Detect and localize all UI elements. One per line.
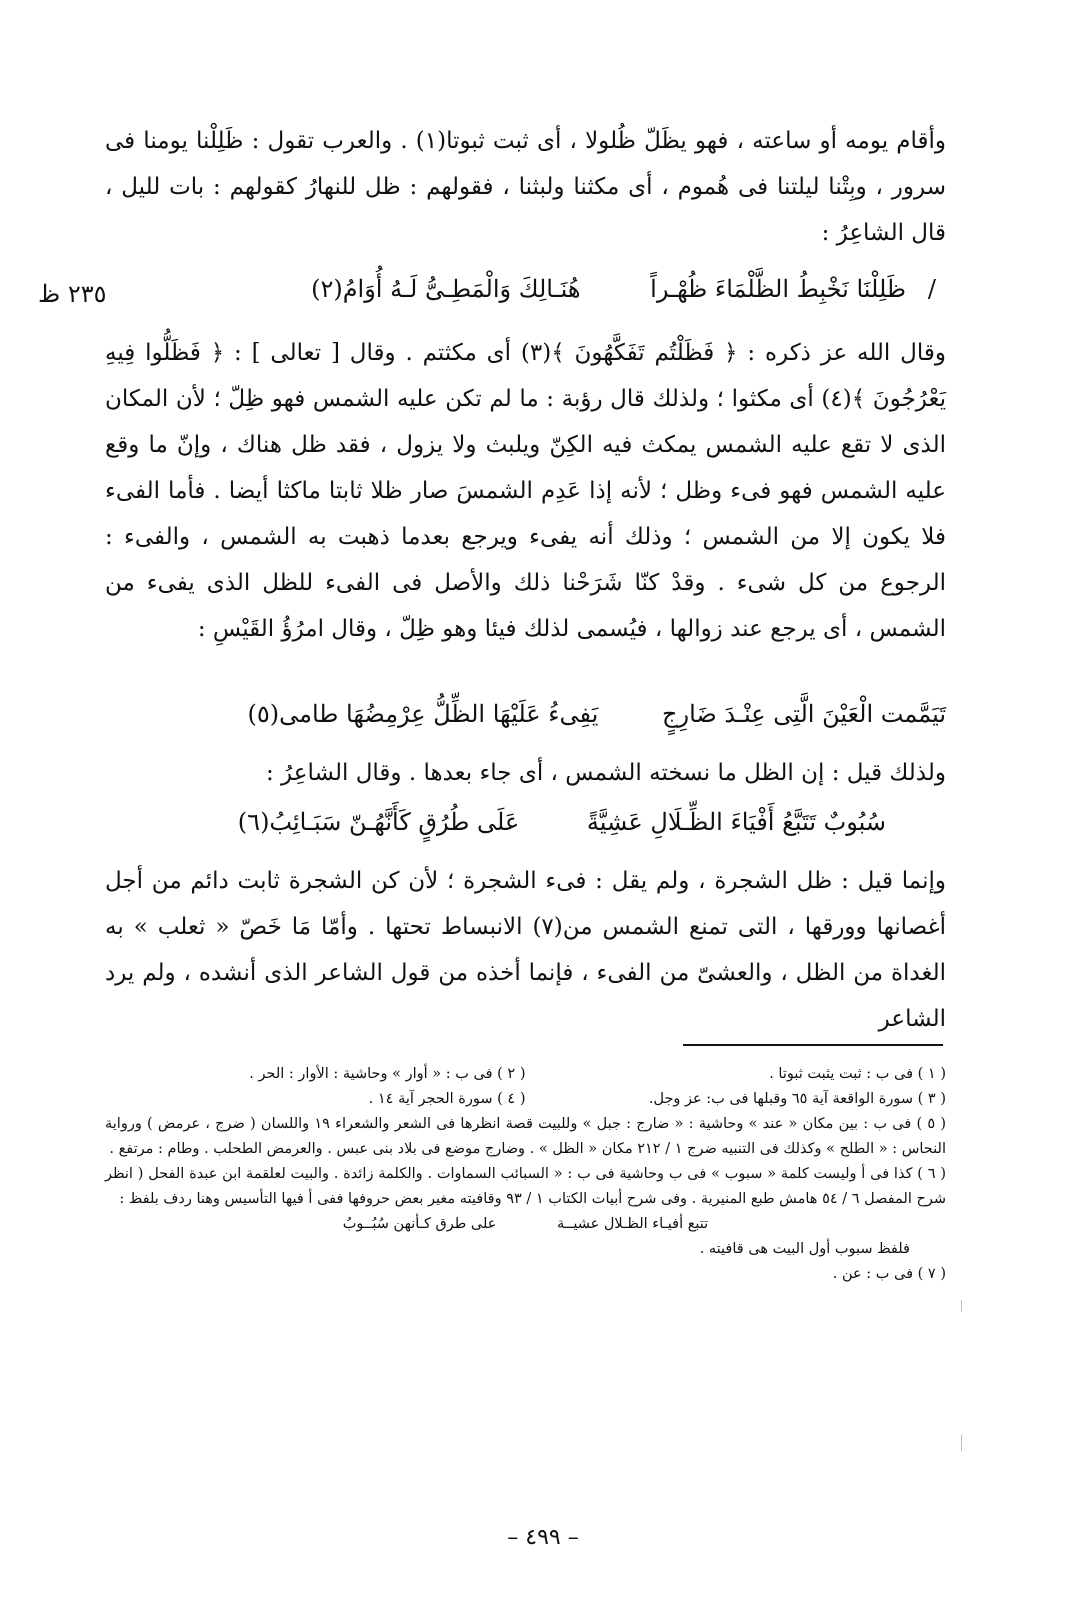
page-number: – ٤٩٩ – [507, 1525, 579, 1550]
footnote-6-verse [105, 1212, 946, 1237]
verse-hemistich-second: عَلَى طُرُقٍ كَأَنَّهُـنّ سَبَـائِبُ(٦) [237, 808, 520, 836]
footnotes [105, 1062, 946, 1287]
footnote-row [105, 1087, 946, 1112]
verse-hemistich-first: سُبُوبٌ تَتَبَّعُ أَفْيَاءَ الظِّـلَالِ عَشِيَّةً [586, 808, 886, 836]
paragraph-2 [105, 330, 946, 652]
paragraph-4 [105, 858, 946, 1042]
verse-hemistich-first: تتبع أفيـاء الظـلال عشيــة [557, 1216, 709, 1232]
verse-hemistich-second: على طرق كـأنهن سُبُــوبُ [342, 1216, 497, 1232]
footnote-row [105, 1062, 946, 1087]
footnote-6-end: فلفظ سبوب أول البيت هى قافيته . [699, 1241, 910, 1257]
paragraph-text: وإنما قيل : ظل الشجرة ، ولم يقل : فىء الشجرة ؛ لأن كن الشجرة ثابت دائم من أجل أغصانها وورقها ، التى تمنع الشمس من(٧) الانبساط تحتها . وأمّا مَا خَصّ « ثعلب » به الغداة من الظل ، والعشىّ من الفىء ، فإنما أخذه من قول الشاعر الذى أنشده ، ولم يرد الشاعر [105, 868, 946, 1032]
paragraph-1 [105, 118, 946, 256]
paragraph-text: وأقام يومه أو ساعته ، فهو يظَلّ ظُلولا ، أى ثبت ثبوتا(١) . والعرب تقول : ظَلِلْنا يومنا فى سرور ، وبِتْنا ليلتنا فى هُموم ، أى مكثنا ولبثنا ، فقولهم : ظل للنهارُ كقولهم : بات لليل ، قال الشاعِرُ : [105, 128, 946, 246]
folio-marker: / [927, 275, 936, 303]
verse-3 [238, 808, 886, 836]
verse-hemistich-first: ظَلِلْنَا نَخْبِطُ الظَّلْمَاءَ ظُهْـراً [650, 275, 906, 303]
verse-hemistich-first: تَيَمَّمت الْعَيْنَ الَّتِى عِنْـدَ ضَارِجٍ [661, 700, 946, 728]
footnote-3: ( ٣ ) سورة الواقعة آية ٦٥ وقبلها فى ب: عز وجل. [648, 1091, 946, 1107]
scan-edge-mark [961, 1300, 962, 1312]
paragraph-text: وقال الله عز ذكره : ﴿ فَظَلْتُم تَفَكَّهُونَ ﴾(٣) أى مكثتم . وقال [ تعالى ] : ﴿ فَظَلُّوا فِيهِ يَعْرُجُونَ ﴾(٤) أى مكثوا ؛ ولذلك قال رؤبة : ما لم تكن عليه الشمس فهو ظِلّ ؛ لأن المكان الذى لا تقع عليه الشمس يمكث فيه الكِنّ ويلبث ولا يزول ، فقد ظل هناك ، وإنّ ما وقع عليه الشمس فهو فىء وظل ؛ لأنه إذا عَدِم الشمسَ صار ظلا ثابتا ماكثا أيضا . فأما الفىء فلا يكون إلا من الشمس ؛ وذلك أنه يفىء ويرجع بعدما ذهبت به الشمس ، والفىء : الرجوع من كل شىء . وقدْ كنّا شَرَحْنا ذلك والأصل فى الفىء للظل الذى يفىء من الشمس ، أى يرجع عند زوالها ، فيُسمى لذلك فيئا وهو ظِلّ ، وقال امرُؤُ القَيْسِ : [105, 340, 946, 642]
manuscript-folio-note: ٢٣٥ ظ [38, 280, 107, 308]
paragraph-text: ولذلك قيل : إن الظل ما نسخته الشمس ، أى جاء بعدها . وقال الشاعِرُ : [266, 760, 946, 786]
verse-2 [247, 700, 946, 728]
footnote-divider [683, 1044, 943, 1046]
footnote-5: ( ٥ ) فى ب : بين مكان « عند » وحاشية : « ضارج : جبل » وللبيت قصة انظرها فى الشعر والشعراء ١٩ واللسان ( ضرج ، عرمض ) ورواية النحاس : « الطلح » وكذلك فى التنبيه ضرج ١ / ٢١٢ مكان « الظل » . وضارج موضع فى بلاد بنى عبس . والعرمض الطحلب . وطام : مرتفع . [105, 1116, 946, 1157]
footnote-7: ( ٧ ) فى ب : عن . [832, 1266, 946, 1282]
footnote-2: ( ٢ ) فى ب : « أوار » وحاشية : الأوار : الحر . [249, 1066, 526, 1082]
verse-hemistich-second: هُنَـالِكَ وَالْمَطِـىُّ لَـهُ أُوَامُ(٢) [311, 275, 581, 303]
scan-edge-mark [961, 1435, 962, 1451]
paragraph-3 [200, 750, 946, 796]
footnote-1: ( ١ ) فى ب : ثبت يثبت ثبوتا . [769, 1066, 946, 1082]
footnote-4: ( ٤ ) سورة الحجر آية ١٤ . [368, 1091, 526, 1107]
verse-1 [311, 275, 936, 303]
verse-hemistich-second: يَفِىءُ عَلَيْهَا الظِّلُّ عِرْمِضُهَا طامى(٥) [247, 700, 599, 728]
footnote-6: ( ٦ ) كذا فى أ وليست كلمة « سبوب » فى ب وحاشية فى ب : « السبائب السماوات . والكلمة زائدة . والبيت لعلقمة ابن عبدة الفحل ( انظر شرح المفصل ٦ / ٥٤ هامش طبع المنيرية . وفى شرح أبيات الكتاب ١ / ٩٣ وقافيته مغير بعض حروفها ففى أ فيها التأسيس وهنا ردف بلفظ : [105, 1166, 946, 1207]
